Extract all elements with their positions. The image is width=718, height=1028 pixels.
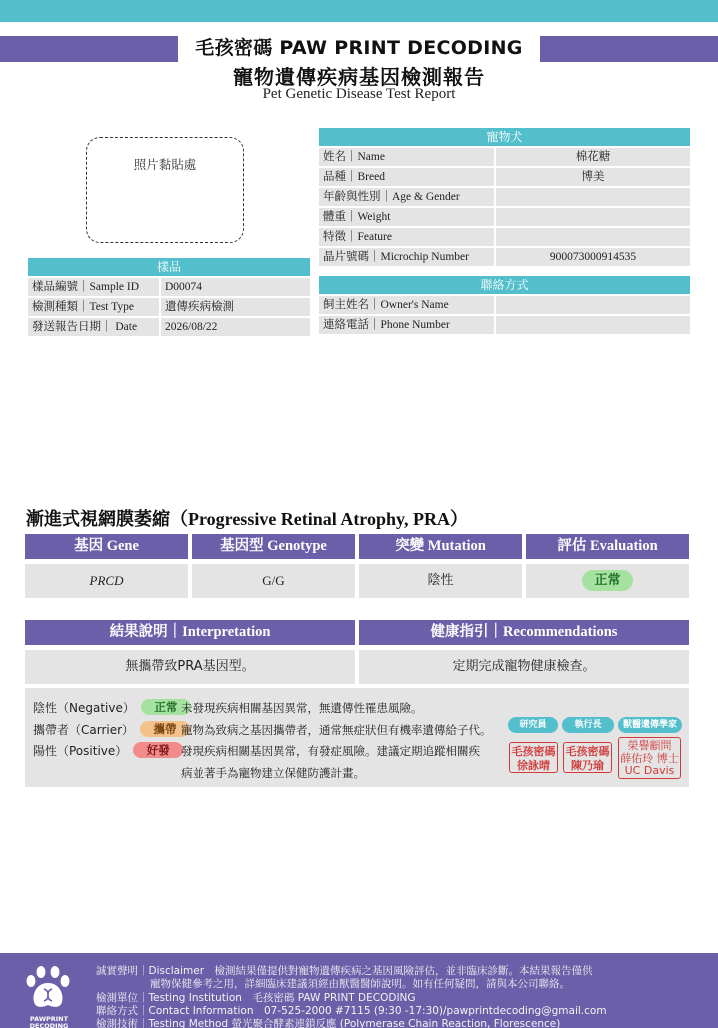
seal-ceo-line2: 陳乃瑜 bbox=[571, 759, 604, 772]
evaluation-badge: 正常 bbox=[582, 570, 632, 591]
pet-breed-value: 博美 bbox=[496, 168, 690, 186]
seal-researcher bbox=[509, 742, 558, 773]
phone-number-value bbox=[496, 316, 690, 334]
pawprint-logo bbox=[22, 965, 76, 1027]
col-evaluation-header: 評估 Evaluation bbox=[526, 534, 689, 559]
legend-negative bbox=[33, 699, 195, 717]
footer-disclaimer-2: 寵物保健參考之用，詳細臨床建議須經由獸醫醫師說明。如有任何疑問，請與本公司聯絡。 bbox=[150, 978, 570, 990]
top-accent-bar bbox=[0, 0, 718, 22]
legend-positive-text-2: 病並著手為寵物建立保健防護計畫。 bbox=[181, 766, 365, 780]
sample-type-label: 檢測種類｜Test Type bbox=[28, 298, 159, 316]
seal-geneticist bbox=[618, 737, 681, 779]
pet-age-gender-label: 年齡與性別｜Age & Gender bbox=[319, 188, 494, 206]
pet-feature-label: 特徵｜Feature bbox=[319, 228, 494, 246]
col-genotype-header: 基因型 Genotype bbox=[192, 534, 355, 559]
role-researcher: 研究員 bbox=[508, 717, 558, 733]
sample-id-value: D00074 bbox=[161, 278, 310, 296]
sample-info-header: 樣品 bbox=[28, 258, 310, 276]
role-geneticist: 獸醫遺傳學家 bbox=[618, 717, 682, 733]
phone-number-label: 連絡電話｜Phone Number bbox=[319, 316, 494, 334]
pet-name-label: 姓名｜Name bbox=[319, 148, 494, 166]
pet-name-value: 棉花糖 bbox=[496, 148, 690, 166]
pet-row-weight bbox=[319, 208, 690, 226]
recommendations-header: 健康指引｜Recommendations bbox=[359, 620, 689, 645]
pet-info-table bbox=[319, 128, 690, 266]
legend-negative-text: 未發現疾病相關基因異常，無遺傳性罹患風險。 bbox=[181, 701, 423, 715]
pet-weight-label: 體重｜Weight bbox=[319, 208, 494, 226]
sample-date-label: 發送報告日期｜ Date bbox=[28, 318, 159, 336]
gene-value: PRCD bbox=[25, 564, 188, 598]
footer-disclaimer-1: 誠實聲明｜Disclaimer 檢測結果僅提供對寵物遺傳疾病之基因風險評估，並非臨床診斷。本結果報告僅供 bbox=[96, 965, 593, 977]
col-gene-header: 基因 Gene bbox=[25, 534, 188, 559]
brand-title: 毛孩密碼 PAW PRINT DECODING bbox=[195, 37, 523, 59]
role-ceo: 執行長 bbox=[562, 717, 614, 733]
legend-carrier-label: 攜帶者（Carrier） bbox=[33, 723, 135, 737]
pet-row-microchip bbox=[319, 248, 690, 266]
paw-logo-icon bbox=[22, 965, 76, 1011]
evaluation-cell bbox=[526, 564, 689, 598]
sample-info-table bbox=[28, 258, 310, 336]
seal-geneticist-line1: 榮譽顧問 bbox=[627, 739, 672, 752]
footer-method: 檢測技術｜Testing Method 螢光聚合酵素連鎖反應 (Polymerase Chain Reaction, Florescence) bbox=[96, 1018, 561, 1028]
pet-breed-label: 品種｜Breed bbox=[319, 168, 494, 186]
sample-row-type bbox=[28, 298, 310, 316]
sample-row-id bbox=[28, 278, 310, 296]
contact-row-phone bbox=[319, 316, 690, 334]
owner-name-value bbox=[496, 296, 690, 314]
legend-positive bbox=[33, 742, 187, 760]
pet-microchip-value: 900073000914535 bbox=[496, 248, 690, 266]
legend-negative-badge: 正常 bbox=[141, 699, 191, 715]
genotype-value: G/G bbox=[192, 564, 355, 598]
interpretation-header: 結果說明｜Interpretation bbox=[25, 620, 355, 645]
sample-row-date bbox=[28, 318, 310, 336]
seal-ceo bbox=[563, 742, 612, 773]
interpretation-text: 無攜帶致PRA基因型。 bbox=[25, 650, 355, 684]
legend-negative-label: 陰性（Negative） bbox=[33, 701, 135, 715]
legend-carrier-text: 寵物為致病之基因攜帶者，通常無症狀但有機率遺傳給子代。 bbox=[181, 723, 492, 737]
contact-row-owner bbox=[319, 296, 690, 314]
report-title-en: Pet Genetic Disease Test Report bbox=[262, 86, 456, 102]
recommendations-text: 定期完成寵物健康檢查。 bbox=[359, 650, 689, 684]
contact-info-header: 聯絡方式 bbox=[319, 276, 690, 294]
seal-geneticist-line3: UC Davis bbox=[624, 764, 675, 777]
pet-age-gender-value bbox=[496, 188, 690, 206]
sample-id-label: 樣品編號｜Sample ID bbox=[28, 278, 159, 296]
pet-feature-value bbox=[496, 228, 690, 246]
seal-ceo-line1: 毛孩密碼 bbox=[565, 745, 610, 758]
footer-contact: 聯絡方式｜Contact Information 07-525-2000 #7115 (9:30 -17:30)/pawprintdecoding@gmail.com bbox=[96, 1005, 607, 1017]
logo-text-2: DECODING bbox=[29, 1022, 69, 1028]
seal-researcher-line1: 毛孩密碼 bbox=[511, 745, 556, 758]
pet-microchip-label: 晶片號碼｜Microchip Number bbox=[319, 248, 494, 266]
photo-placeholder-label: 照片黏貼處 bbox=[133, 157, 197, 172]
legend-positive-badge: 好發 bbox=[133, 742, 183, 758]
pet-row-feature bbox=[319, 228, 690, 246]
owner-name-label: 飼主姓名｜Owner's Name bbox=[319, 296, 494, 314]
pet-weight-value bbox=[496, 208, 690, 226]
legend-carrier-badge: 攜帶 bbox=[140, 721, 190, 737]
disease-title: 漸進式視網膜萎縮（Progressive Retinal Atrophy, PRA） bbox=[26, 509, 468, 529]
legend-positive-label: 陽性（Positive） bbox=[33, 744, 128, 758]
col-mutation-header: 突變 Mutation bbox=[359, 534, 522, 559]
legend-positive-text: 發現疾病相關基因異常，有發症風險。建議定期追蹤相關疾 bbox=[181, 744, 480, 758]
sample-type-value: 遺傳疾病檢測 bbox=[161, 298, 310, 316]
mutation-value: 陰性 bbox=[359, 564, 522, 598]
report-title-zh: 寵物遺傳疾病基因檢測報告 bbox=[233, 65, 485, 89]
footer-institution: 檢測單位｜Testing Institution 毛孩密碼 PAW PRINT DECODING bbox=[96, 992, 416, 1004]
photo-placeholder bbox=[86, 137, 244, 243]
pet-info-header: 寵物犬 bbox=[319, 128, 690, 146]
pet-row-age-gender bbox=[319, 188, 690, 206]
pet-row-name bbox=[319, 148, 690, 166]
sample-date-value: 2026/08/22 bbox=[161, 318, 310, 336]
logo-text-1: PAWPRINT bbox=[29, 1015, 69, 1023]
footer bbox=[0, 953, 718, 1028]
legend-carrier bbox=[33, 721, 194, 739]
seal-researcher-line2: 徐詠晴 bbox=[517, 759, 550, 772]
pet-row-breed bbox=[319, 168, 690, 186]
seal-geneticist-line2: 薛佑玲 博士 bbox=[620, 751, 679, 765]
contact-info-table bbox=[319, 276, 690, 334]
